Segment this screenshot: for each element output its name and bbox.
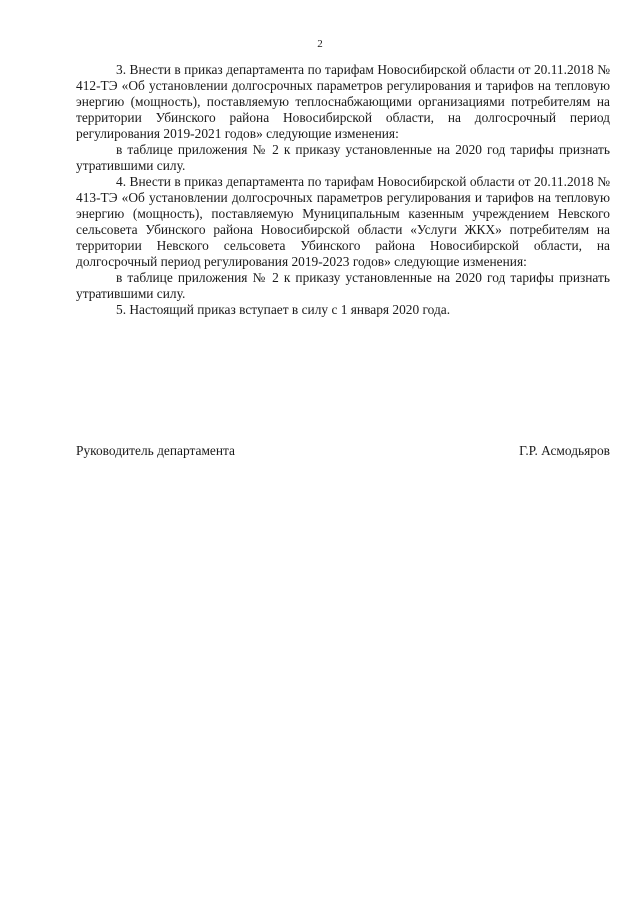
signature-block xyxy=(76,443,610,459)
paragraph-item-3: 3. Внести в приказ департамента по тарифам Новосибирской области от 20.11.2018 № 412-ТЭ «Об установлении долгосрочных параметров регулирования и тарифов на тепловую энергию (мощность), поставляемую теплоснабжающими организациями потребителям на территории Убинского района Новосибирской области, на долгосрочный период регулирования 2019-2021 годов» следующие изменения: xyxy=(76,62,610,141)
paragraph-item-3-subpoint: в таблице приложения № 2 к приказу установленные на 2020 год тарифы признать утратившими силу. xyxy=(76,142,610,173)
document-body xyxy=(76,62,610,318)
signatory-name: Г.Р. Асмодьяров xyxy=(519,443,610,458)
paragraph-item-4: 4. Внести в приказ департамента по тарифам Новосибирской области от 20.11.2018 № 413-ТЭ «Об установлении долгосрочных параметров регулирования и тарифов на тепловую энергию (мощность), поставляемую Муниципальным казенным учреждением Невского сельсовета Убинского района Новосибирской области «Услуги ЖКХ» потребителям на территории Невского сельсовета Убинского района Новосибирской области, на долгосрочный период регулирования 2019-2023 годов» следующие изменения: xyxy=(76,174,610,269)
page-number: 2 xyxy=(317,38,323,50)
paragraph-item-4-subpoint: в таблице приложения № 2 к приказу установленные на 2020 год тарифы признать утратившими силу. xyxy=(76,270,610,301)
paragraph-item-5: 5. Настоящий приказ вступает в силу с 1 января 2020 года. xyxy=(116,302,451,317)
signatory-position: Руководитель департамента xyxy=(76,443,235,458)
